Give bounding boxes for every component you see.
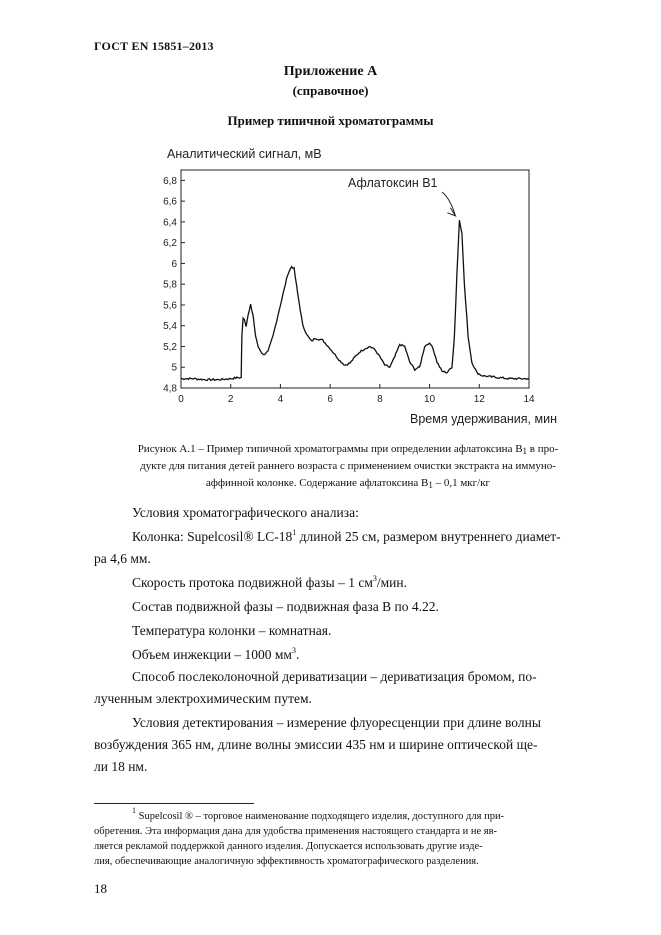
derivatization-paragraph — [94, 666, 614, 710]
x-tick-label: 10 — [424, 394, 436, 405]
mobile-phase-paragraph: Состав подвижной фазы – подвижная фаза B по 4.22. — [132, 599, 439, 614]
detection-line3: ли 18 нм. — [94, 759, 148, 774]
y-tick-label: 5,4 — [163, 321, 177, 333]
flow-text-b: /мин. — [376, 575, 408, 590]
x-axis-label: Время удерживания, мин — [410, 412, 557, 426]
caption-line3-end: – 0,1 мкг/кг — [432, 477, 491, 489]
plot-frame — [181, 170, 529, 388]
injection-text-b: . — [295, 647, 300, 662]
caption-sub1: 1 — [522, 446, 528, 456]
x-tick-label: 12 — [473, 394, 485, 405]
caption-line2: дукте для питания детей раннего возраста с применением очистки экстракта на иммуно- — [140, 460, 556, 472]
y-tick-label: 6,2 — [163, 238, 177, 250]
y-tick-label: 6 — [171, 258, 177, 270]
footnote-line3: ляется рекламой поддержкой данного изделия. Допускается использовать другие изде- — [94, 841, 483, 852]
page-number: 18 — [94, 881, 107, 896]
column-text-a: Колонка: Supelcosil® LC-18 — [132, 529, 293, 544]
column-text-c: ра 4,6 мм. — [94, 551, 151, 566]
injection-paragraph — [94, 644, 614, 666]
y-tick-label: 5 — [171, 362, 177, 374]
y-tick-label: 5,6 — [163, 300, 177, 312]
detection-line1: Условия детектирования – измерение флуоресценции при длине волны — [132, 715, 541, 730]
column-footnote-mark: 1 — [292, 528, 297, 537]
y-tick-label: 6,8 — [163, 175, 177, 187]
caption-line1-end: в про- — [527, 443, 559, 455]
peak-annotation: Афлатоксин B1 — [348, 176, 438, 190]
injection-sup: 3 — [291, 646, 296, 655]
x-tick-label: 0 — [178, 394, 184, 405]
appendix-subtitle: (справочное) — [292, 83, 369, 98]
y-tick-label: 6,4 — [163, 217, 177, 229]
y-tick-label: 4,8 — [163, 383, 177, 395]
derivatization-line2: лученным электрохимическим путем. — [94, 691, 312, 706]
flow-text-a: Скорость протока подвижной фазы – 1 см — [132, 575, 373, 590]
column-paragraph — [94, 526, 614, 570]
x-tick-label: 6 — [327, 394, 333, 405]
x-tick-label: 14 — [523, 394, 535, 405]
figure-title: Пример типичной хроматограммы — [227, 113, 434, 128]
y-tick-label: 5,8 — [163, 279, 177, 291]
footnote — [94, 806, 616, 869]
footnote-divider — [94, 803, 254, 804]
document-header: ГОСТ EN 15851–2013 — [94, 39, 214, 53]
detection-paragraph — [94, 712, 614, 778]
caption-line1: Рисунок А.1 – Пример типичной хроматограммы при определении афлатоксина B — [137, 443, 523, 455]
y-tick-label: 6,6 — [163, 196, 177, 208]
appendix-title: Приложение А — [283, 64, 378, 79]
x-tick-label: 4 — [277, 394, 284, 405]
derivatization-line1: Способ послеколоночной дериватизации – дериватизация бромом, по- — [132, 669, 537, 684]
y-axis-label: Аналитический сигнал, мВ — [167, 147, 322, 161]
footnote-line2: обретения. Эта информация дана для удобства применения настоящего стандарта и не яв- — [94, 826, 498, 837]
footnote-line4: лия, обеспечивающие аналогичную эффективность хроматографического разделения. — [94, 856, 479, 867]
injection-text-a: Объем инжекции – 1000 мм — [132, 647, 292, 662]
flow-sup: 3 — [372, 574, 377, 583]
y-tick-label: 5,2 — [163, 341, 177, 353]
detection-line2: возбуждения 365 нм, длине волны эмиссии 435 нм и ширине оптической ще- — [94, 737, 538, 752]
x-tick-label: 8 — [377, 394, 383, 405]
column-text-b: длиной 25 см, размером внутреннего диамет- — [296, 529, 561, 544]
chromatogram-trace — [181, 220, 529, 380]
chromatogram-chart — [150, 140, 570, 430]
figure-caption — [96, 441, 600, 492]
caption-sub3: 1 — [428, 480, 433, 490]
caption-line3: аффинной колонке. Содержание афлатоксина B — [205, 477, 429, 489]
temperature-paragraph: Температура колонки – комнатная. — [132, 623, 332, 638]
footnote-line1: Supelcosil ® – торговое наименование подходящего изделия, доступного для при- — [136, 811, 505, 822]
footnote-mark: 1 — [132, 806, 136, 815]
flow-paragraph — [94, 572, 614, 594]
x-tick-label: 2 — [227, 394, 234, 405]
conditions-heading: Условия хроматографического анализа: — [132, 505, 359, 520]
